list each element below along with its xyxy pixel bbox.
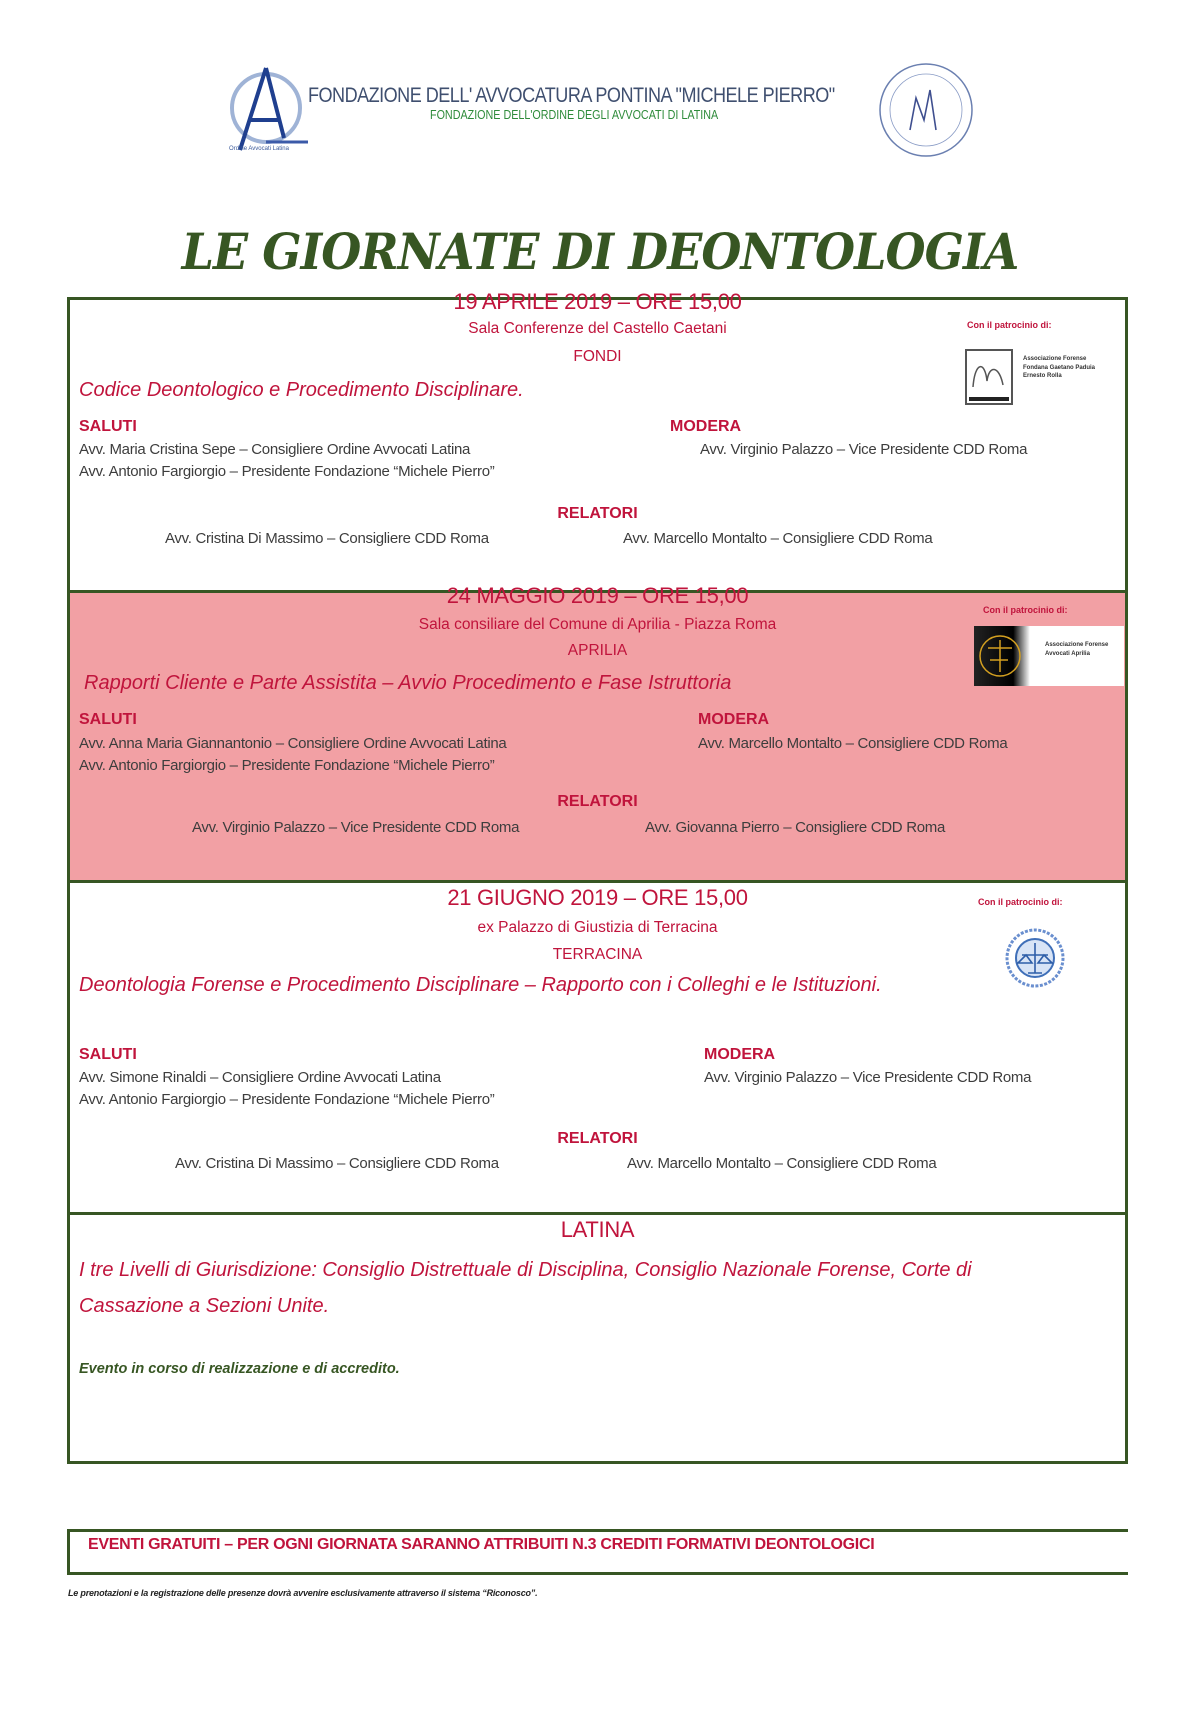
saluti-speaker: Avv. Antonio Fargiorgio – Presidente Fondazione “Michele Pierro” [79,1091,495,1108]
registration-footnote: Le prenotazioni e la registrazione delle presenze dovrà avvenire esclusivamente attraverso il sistema “Riconosco”. [68,1588,538,1598]
event-topic: I tre Livelli di Giurisdizione: Consiglio Distrettuale di Disciplina, Consiglio Nazionale Forense, Corte di Cassazione a Sezioni Unite. [79,1259,972,1317]
moderator: Avv. Marcello Montalto – Consigliere CDD Roma [698,735,1008,752]
event-city: TERRACINA [552,946,643,963]
moderator: Avv. Virginio Palazzo – Vice Presidente CDD Roma [704,1069,1032,1086]
saluti-speaker: Avv. Simone Rinaldi – Consigliere Ordine Avvocati Latina [79,1069,441,1086]
patronage [978,897,1063,907]
logo-caption: Ordine Avvocati Latina [229,146,289,152]
patronage [967,320,1052,330]
event-venue: Sala consiliare del Comune di Aprilia - Piazza Roma [418,616,777,633]
patronage [983,605,1068,615]
modera-heading: MODERA [698,711,770,728]
event-city: APRILIA [567,642,628,659]
foundation-name: FONDAZIONE DELL' AVVOCATURA PONTINA "MICHELE PIERRO" [308,84,835,107]
event-fondi [70,289,1125,593]
credits-banner [67,1529,1128,1575]
relatore: Avv. Marcello Montalto – Consigliere CDD Roma [627,1155,937,1172]
credits-banner-text: EVENTI GRATUITI – PER OGNI GIORNATA SARANNO ATTRIBUITI N.3 CREDITI FORMATIVI DEONTOLOGICI [88,1536,875,1553]
saluti-speaker: Avv. Antonio Fargiorgio – Presidente Fondazione “Michele Pierro” [79,757,495,774]
patronage-label: Con il patrocinio di: [983,605,1068,615]
modera-heading: MODERA [670,418,742,435]
event-topic: Deontologia Forense e Procedimento Disciplinare – Rapporto con i Colleghi e le Istituzioni. [79,974,882,996]
event-terracina [70,883,1125,1215]
event-venue: ex Palazzo di Giustizia di Terracina [477,919,718,936]
event-topic: Rapporti Cliente e Parte Assistita – Avvio Procedimento e Fase Istruttoria [84,672,732,694]
saluti-speaker: Avv. Maria Cristina Sepe – Consigliere Ordine Avvocati Latina [79,441,471,458]
relatore: Avv. Virginio Palazzo – Vice Presidente CDD Roma [192,819,520,836]
saluti-speaker: Avv. Anna Maria Giannantonio – Consigliere Ordine Avvocati Latina [79,735,507,752]
saluti-heading: SALUTI [79,711,137,728]
relatori-heading: RELATORI [557,793,638,810]
event-date: 21 GIUGNO 2019 – ORE 15,00 [447,885,748,910]
patron-name: Associazione Forense Fondana Gaetano Paduia Ernesto Rolla [1023,356,1096,379]
moderator: Avv. Virginio Palazzo – Vice Presidente CDD Roma [700,441,1028,458]
saluti-speaker: Avv. Antonio Fargiorgio – Presidente Fondazione “Michele Pierro” [79,463,495,480]
relatore: Avv. Cristina Di Massimo – Consigliere CDD Roma [175,1155,499,1172]
event-topic: Codice Deontologico e Procedimento Disciplinare. [79,379,524,401]
event-venue: Sala Conferenze del Castello Caetani [468,320,727,337]
ordine-avvocati-logo-icon [218,58,308,158]
page-title: LE GIORNATE DI DEONTOLOGIA [181,222,1019,281]
letterhead [0,0,1200,170]
patronage-label: Con il patrocinio di: [978,897,1063,907]
event-aprilia [70,583,1125,883]
event-city: FONDI [573,348,622,365]
relatori-heading: RELATORI [557,1130,638,1147]
events-box [67,289,1128,1464]
event-date: 19 APRILE 2019 – ORE 15,00 [453,289,742,314]
relatore: Avv. Marcello Montalto – Consigliere CDD Roma [623,530,933,547]
relatori-heading: RELATORI [557,505,638,522]
event-latina [70,1215,1125,1461]
saluti-heading: SALUTI [79,418,137,435]
foundation-seal-icon [876,60,976,160]
event-city: LATINA [560,1217,635,1242]
event-status-note: Evento in corso di realizzazione e di accredito. [79,1361,400,1377]
patronage-label: Con il patrocinio di: [967,320,1052,330]
relatore: Avv. Giovanna Pierro – Consigliere CDD Roma [645,819,946,836]
relatore: Avv. Cristina Di Massimo – Consigliere CDD Roma [165,530,489,547]
modera-heading: MODERA [704,1046,776,1063]
saluti-heading: SALUTI [79,1046,137,1063]
event-date: 24 MAGGIO 2019 – ORE 15,00 [446,583,749,608]
foundation-subtitle: FONDAZIONE DELL'ORDINE DEGLI AVVOCATI DI LATINA [430,108,719,122]
patron-name: Associazione Forense Avvocati Aprilia [1045,642,1109,657]
